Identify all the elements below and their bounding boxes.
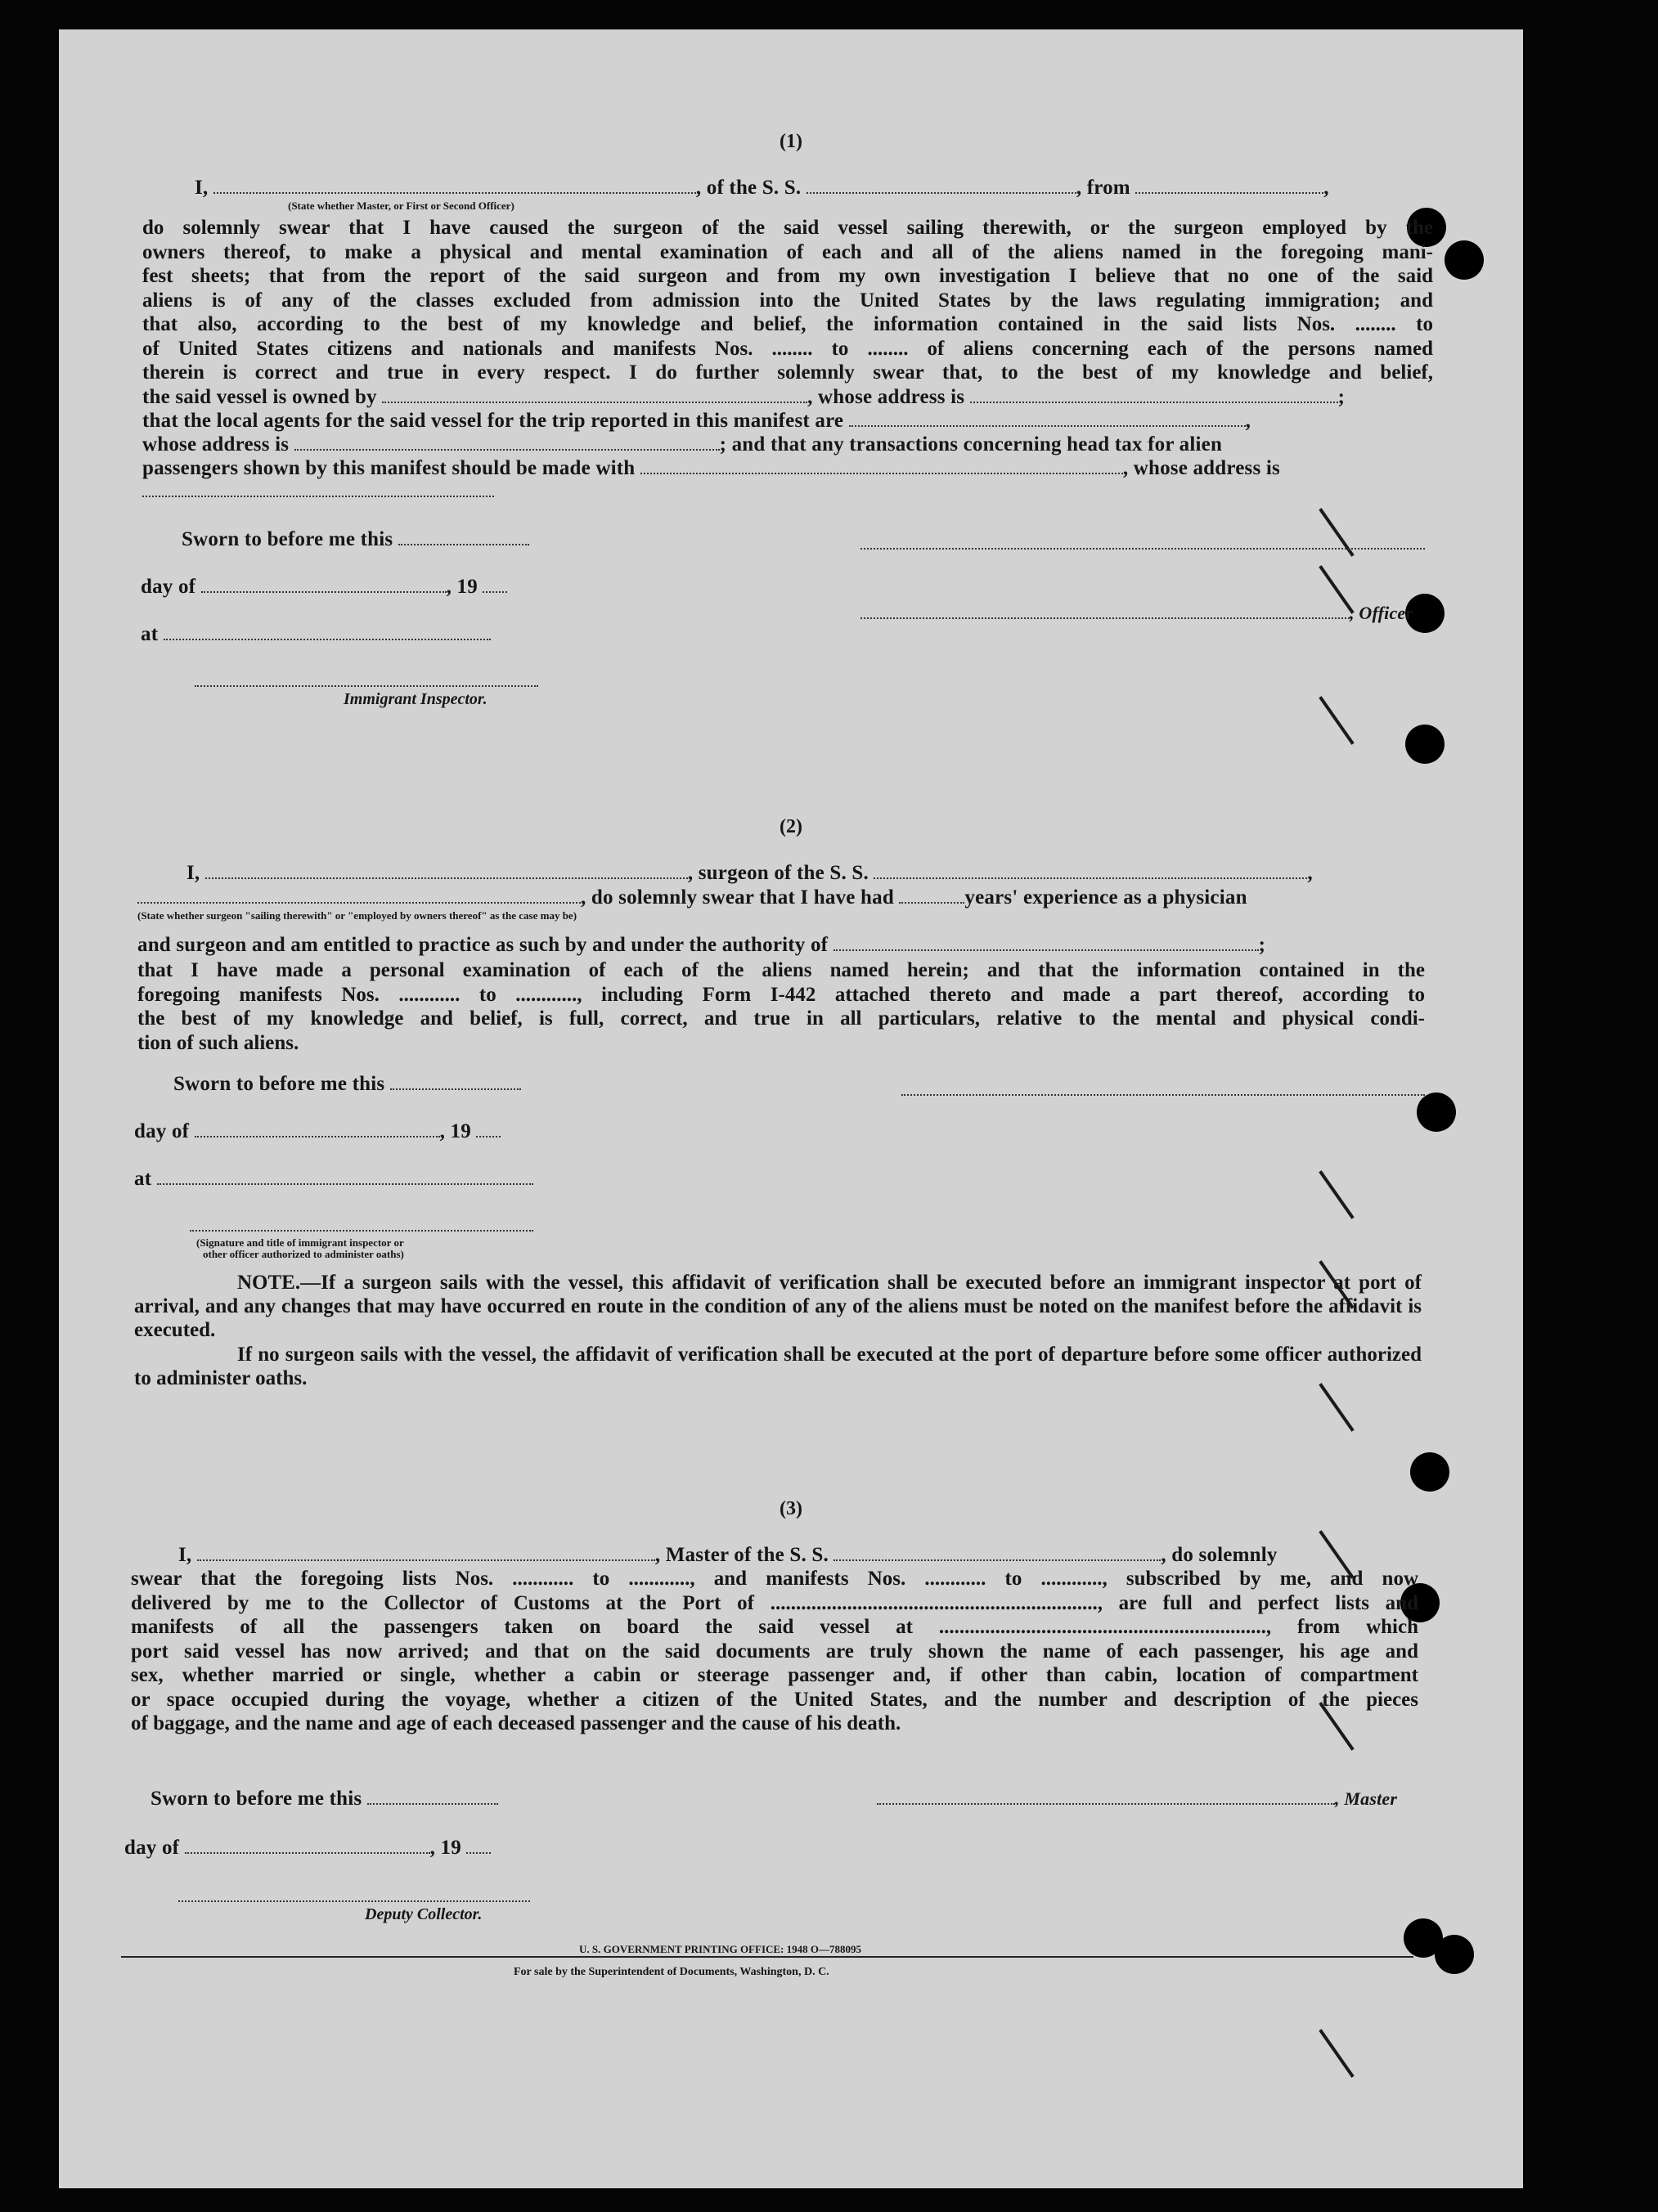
s2-day-of: day of , 19 [134, 1120, 501, 1143]
s1-officer-line: , Officer [860, 602, 1413, 625]
s3-master-line: , Master [877, 1788, 1397, 1810]
s1-address-rule [142, 496, 494, 497]
s1-agents-line: that the local agents for the said vessel for the trip reported in this manifest are , [142, 410, 1251, 432]
s3-collector-line [178, 1900, 530, 1902]
document-page [59, 29, 1523, 2188]
punch-hole [1445, 240, 1484, 280]
s2-line-2: , do solemnly swear that I have had years' experience as a physician [137, 886, 1247, 909]
s3-paragraph: swear that the foregoing lists Nos. ............ to ............, and manifests Nos. ............ to ............, subscribed by me, and now delivered by me to the Collector of Customs at the Port of ................................................................, are full and perfect lists and manifests of all the passengers taken on board the said vessel at ................................................................, from which port said vessel has now arrived; and that on the said documents are truly shown the name of each passenger, his age and sex, whether married or single, whether a cabin or steerage passenger and, if other than cabin, location of compartment or space occupied during the voyage, whether a citizen of the United States, and the number and description of the pieces of baggage, and the name and age of each deceased passenger and the cause of his death. [131, 1568, 1418, 1734]
s3-line-1: I, , Master of the S. S. , do solemnly [178, 1544, 1278, 1566]
check-mark [1319, 1170, 1354, 1219]
s3-collector-label: Deputy Collector. [365, 1905, 483, 1923]
s1-paragraph: do solemnly swear that I have caused the surgeon of the said vessel sailing therewith, or the surgeon employed by the owners thereof, to make a physical and mental examination of each and all of the aliens named in the foregoing mani- fest sheets; that from the report of the said surgeon and from my own investigation I believe that no one of the said aliens is of any of the classes excluded from admission into the United States by the laws regulating immigration; and that also, according to the best of my knowledge and belief, the information contained in the said lists Nos. ........ to of United States citizens and nationals and manifests Nos. ........ to ........ of aliens concerning each of the persons named therein is correct and true in every respect. I do further solemnly swear that, to the best of my knowledge and belief, [142, 217, 1433, 384]
s2-sig-caption-1: (Signature and title of immigrant inspector or [196, 1236, 404, 1249]
s1-at: at [141, 623, 491, 646]
s1-signature-line [860, 548, 1425, 550]
s2-line-1: I, , surgeon of the S. S. , [186, 862, 1313, 884]
check-mark [1319, 2029, 1354, 2078]
s2-signature-line [901, 1094, 1425, 1096]
s1-owned-line: the said vessel is owned by , whose address is ; [142, 386, 1346, 408]
s3-day-of: day of , 19 [124, 1837, 491, 1860]
s1-inspector-label: Immigrant Inspector. [344, 690, 488, 708]
s1-line-1: I, , of the S. S. , from , [195, 177, 1329, 199]
punch-hole [1417, 1093, 1456, 1132]
s2-note: NOTE.—If a surgeon sails with the vessel, this affidavit of verification shall be executed before an immigrant inspector at port of arrival, and any changes that may have occurred en route in the condition of any of the aliens must be noted on the manifest before the affidavit is executed. [134, 1272, 1422, 1341]
s1-caption: (State whether Master, or First or Second Officer) [288, 200, 514, 212]
s1-passengers-line: passengers shown by this manifest should be made with , whose address is [142, 457, 1280, 479]
s2-sig-caption-2: other officer authorized to administer oaths) [203, 1248, 404, 1260]
check-mark [1319, 1383, 1354, 1432]
s2-authority-line: and surgeon and am entitled to practice as such by and under the authority of ; [137, 934, 1266, 956]
s1-inspector-line [195, 685, 538, 687]
s2-paragraph: that I have made a personal examination of each of the aliens named herein; and that the information contained in the foregoing manifests Nos. ............ to ............, including Form I-442 attached thereto and made a part thereof, according to the best of my knowledge and belief, is full, correct, and true in all particulars, relative to the mental and physical condi- tion of such aliens. [137, 959, 1425, 1054]
gpo-imprint: U. S. GOVERNMENT PRINTING OFFICE: 1948 O—788095 [579, 1943, 862, 1955]
s2-sworn: Sworn to before me this [173, 1073, 521, 1096]
s1-address-line: whose address is ; and that any transactions concerning head tax for alien [142, 433, 1223, 455]
s1-day-of: day of , 19 [141, 576, 507, 599]
s3-sworn: Sworn to before me this [151, 1788, 498, 1810]
footer-rule [121, 1956, 1413, 1958]
section-2-heading: (2) [780, 816, 802, 837]
s1-sworn: Sworn to before me this [182, 528, 529, 551]
s2-caption: (State whether surgeon "sailing therewith" or "employed by owners thereof" as the case may be) [137, 909, 577, 922]
punch-hole [1405, 725, 1445, 764]
punch-hole [1410, 1452, 1449, 1492]
section-1-heading: (1) [780, 131, 802, 152]
s2-inspector-line [190, 1230, 533, 1232]
s2-at: at [134, 1168, 533, 1191]
punch-hole [1435, 1935, 1474, 1974]
sale-notice: For sale by the Superintendent of Documents, Washington, D. C. [514, 1966, 829, 1978]
check-mark [1319, 696, 1354, 745]
s2-note-2: If no surgeon sails with the vessel, the affidavit of verification shall be executed at the port of departure before some officer authorized to administer oaths. [134, 1344, 1422, 1389]
section-3-heading: (3) [780, 1498, 802, 1519]
